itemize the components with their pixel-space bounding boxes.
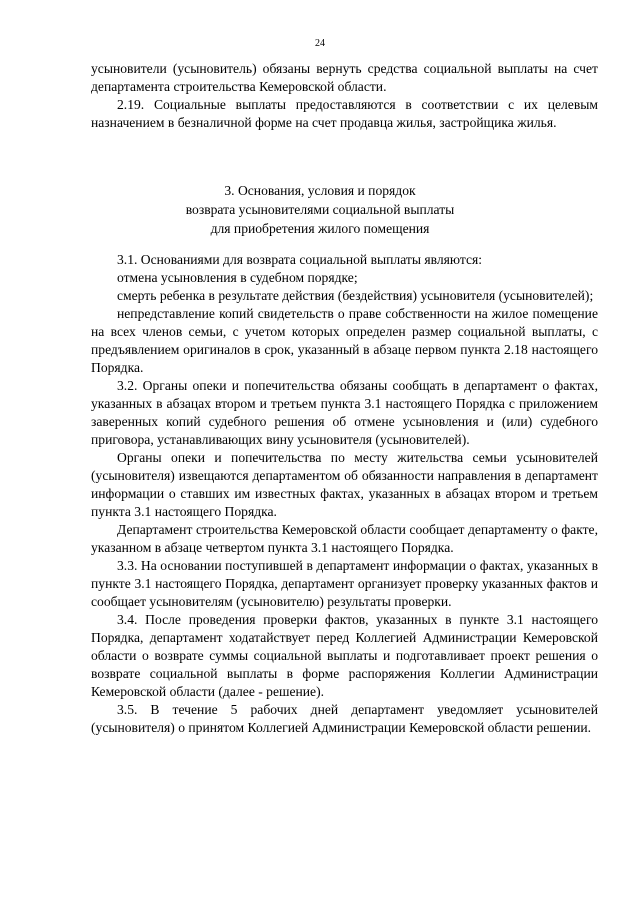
paragraph: 3.1. Основаниями для возврата социальной выплаты являются: [117,252,483,267]
section-heading-line: 3. Основания, условия и порядок [224,183,416,198]
paragraph: Департамент строительства Кемеровской области сообщает департаменту о факте, указанном в абзаце четвертом пункта 3.1 настоящего Порядка. [91,522,598,555]
paragraph: 3.4. После проведения проверки фактов, указанных в пункте 3.1 настоящего Порядка, департамент ходатайствует перед Коллегией Администрации Кемеровской области о возврате суммы социальной выплаты и подготавливает проект решения о возврате социальной выплаты в форме распоряжения Коллегии Администрации Кемеровской области (далее - решение). [91,612,598,699]
section-body [91,251,598,737]
page-number: 24 [315,38,325,49]
paragraph: усыновители (усыновитель) обязаны вернуть средства социальной выплаты на счет департамента строительства Кемеровской области. [91,61,598,94]
paragraph: непредставление копий свидетельств о праве собственности на жилое помещение на всех членов семьи, с учетом которых определен размер социальной выплаты, с предъявлением оригиналов в срок, указанный в абзаце первом пункта 2.18 настоящего Порядка. [91,306,598,375]
paragraph: 3.3. На основании поступившей в департамент информации о фактах, указанных в пункте 3.1 настоящего Порядка, департамент организует проверку указанных фактов и сообщает усыновителям (усыновителю) результаты проверки. [91,558,598,609]
paragraph: 2.19. Социальные выплаты предоставляются в соответствии с их целевым назначением в безналичной форме на счет продавца жилья, застройщика жилья. [91,97,598,130]
paragraph: Органы опеки и попечительства по месту жительства семьи усыновителей (усыновителя) извещаются департаментом об обязанности направления в департамент информации о ставших им известных фактах, указанных в абзацах втором и третьем пункта 3.1 настоящего Порядка. [91,450,598,519]
section-heading [0,181,640,238]
top-text-block [91,60,598,132]
section-heading-line: для приобретения жилого помещения [210,221,430,236]
paragraph: отмена усыновления в судебном порядке; [117,270,358,285]
paragraph: смерть ребенка в результате действия (бездействия) усыновителя (усыновителей); [117,288,594,303]
paragraph: 3.2. Органы опеки и попечительства обязаны сообщать в департамент о фактах, указанных в абзацах втором и третьем пункта 3.1 настоящего Порядка с приложением заверенных копий судебного решения об отмене усыновления и (или) судебного приговора, устанавливающих вину усыновителя (усыновителей). [91,378,598,447]
paragraph: 3.5. В течение 5 рабочих дней департамент уведомляет усыновителей (усыновителя) о принятом Коллегией Администрации Кемеровской области решении. [91,702,598,735]
section-heading-line: возврата усыновителями социальной выплаты [185,202,455,217]
